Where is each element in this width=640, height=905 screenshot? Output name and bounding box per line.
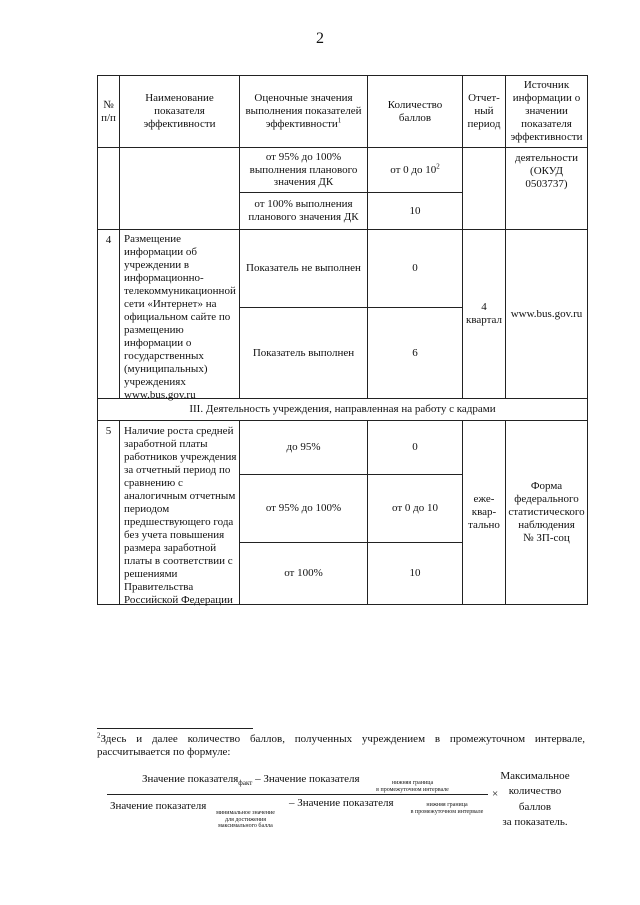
row5-criteria-2: от 95% до 100% [265, 502, 342, 515]
row5-num: 5 [105, 425, 112, 437]
row4-source: www.bus.gov.ru [510, 307, 583, 320]
formula-right: Максимальное количество баллов за показатель. [500, 770, 570, 829]
section-3-title: III. Деятельность учреждения, направленная на работу с кадрами [189, 403, 496, 416]
formula-num-note: нижняя граница в промежуточном интервале [376, 780, 449, 793]
row5-points-1: 0 [412, 441, 418, 454]
row4-num: 4 [105, 234, 112, 246]
row4-name: Размещение информации об учреждении в информационно- телекоммуникационной сети «Интернет» на официальном сайте по размещению информации о государственных (муниципальных) учреждениях www.bus.gov.ru [124, 233, 236, 401]
formula-den-minus: – Значение показателя [289, 797, 394, 809]
cont-criteria-1: от 95% до 100% выполнения планового значения ДК [249, 150, 358, 189]
row5-criteria-1: до 95% [286, 441, 321, 454]
formula-times: × [492, 788, 499, 800]
header-source: Источник информации о значении показателя эффективности [510, 79, 583, 143]
page-number: 2 [316, 30, 324, 47]
row5-points-3: 10 [409, 567, 421, 580]
formula-den-left: Значение показателя [110, 800, 207, 812]
formula-den-note-1: минимальное значение для достижения максимального балла [216, 810, 275, 830]
row5-points-2: от 0 до 10 [391, 502, 438, 515]
row5-source: Форма федерального статистического наблюдения № ЗП-соц [508, 480, 585, 544]
row5-name: Наличие роста средней заработной платы работников учреждения за отчетный период по сравнению с аналогичным отчетным периодом предшествующего года без учета повышения размера заработной платы в соответствии с решениями Правительства Российской Федерации [124, 425, 237, 606]
formula-fraction-bar [107, 794, 488, 795]
footnote-text: $^2$Здесь и далее количество баллов, полученных учреждением в промежуточном интервале, рассчитывается по формуле: [97, 731, 585, 758]
row4-period: 4 квартал [465, 301, 503, 326]
footnote-separator [97, 728, 253, 729]
header-period: Отчет- ный период [467, 92, 501, 130]
header-num: № п/п [101, 98, 116, 124]
row4-points-2: 6 [412, 346, 418, 359]
row4-criteria-2: Показатель выполнен [252, 346, 355, 359]
row5-period: еже- квар- тально [468, 493, 500, 531]
cont-points-2: 10 [409, 204, 421, 217]
row4-points-1: 0 [412, 262, 418, 275]
header-criteria: Оценочные значения выполнения показателей эффективности$^1$ [245, 92, 362, 130]
cont-source: деятельности (ОКУД 0503737) [515, 152, 578, 190]
row5-criteria-3: от 100% [284, 567, 323, 580]
formula-den-note-2: нижняя граница в промежуточном интервале [410, 802, 484, 815]
cont-criteria-2: от 100% выполнения планового значения ДК [248, 198, 359, 223]
row4-criteria-1: Показатель не выполнен [246, 262, 361, 275]
header-points: Количество баллов [387, 98, 443, 124]
formula-numerator: Значение показателя$_{факт}$ – Значение показателя [142, 773, 360, 788]
cont-points-1: от 0 до $10^2$ [390, 161, 440, 176]
header-name: Наименование показателя эффективности [143, 92, 216, 130]
